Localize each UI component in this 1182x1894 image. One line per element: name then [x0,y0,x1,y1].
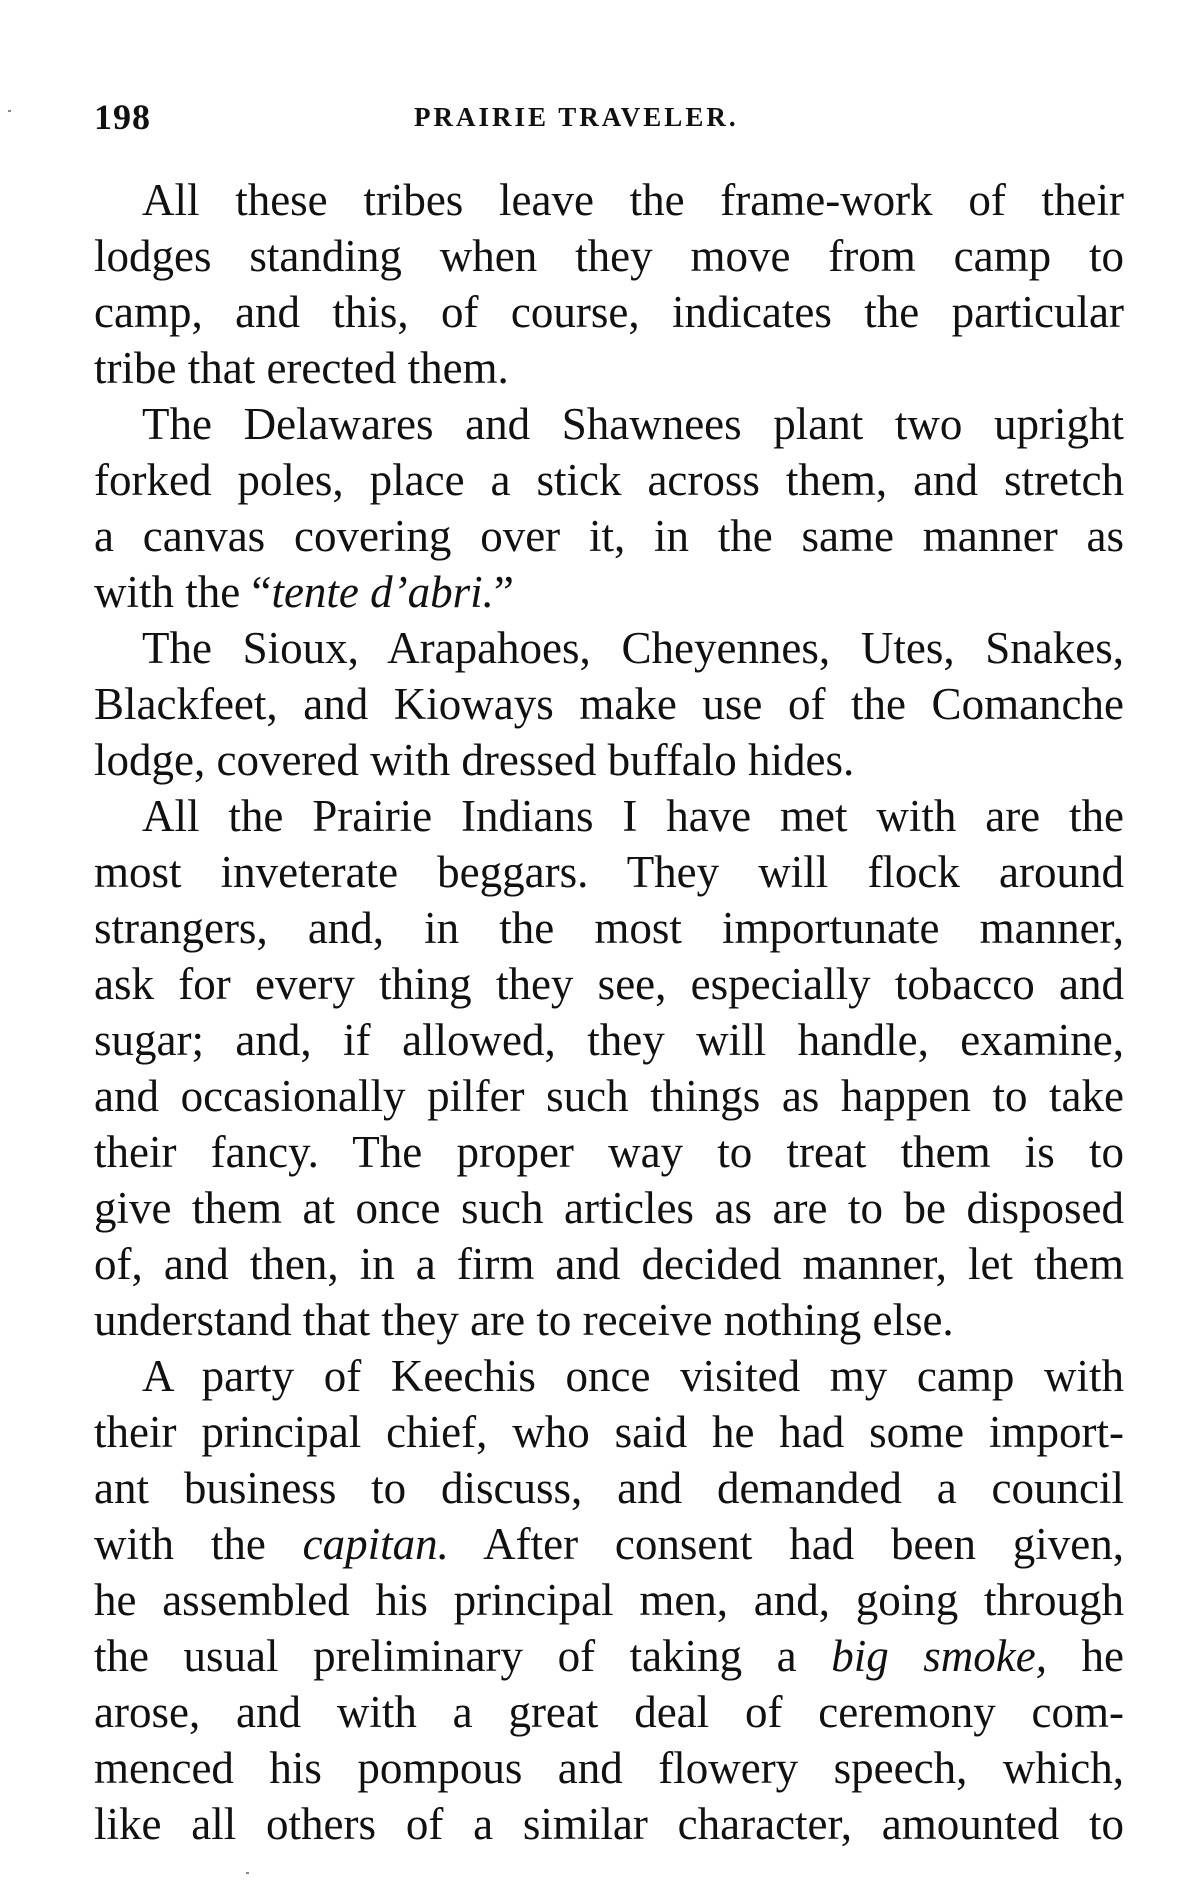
paper-speck [8,110,11,112]
paragraph-5-line: like all others of a similar character, amounted to [94,1799,1124,1849]
paragraph-2-line [94,564,1124,620]
paragraph-1-line: All these tribes leave the frame-work of their [142,175,1124,225]
paragraph-4-line: understand that they are to receive nothing else. [94,1295,954,1345]
paragraph-4-line: ask for every thing they see, especially tobacco and [94,959,1124,1009]
paragraph-1-line: lodges standing when they move from camp to [94,231,1124,281]
italic-word-capitan: capitan. [302,1519,449,1569]
paragraph-5-line: menced his pompous and flowery speech, which, [94,1743,1124,1793]
paragraph-4-line: most inveterate beggars. They will flock around [94,847,1124,897]
paragraph-1-line: camp, and this, of course, indicates the particular [94,287,1124,337]
paragraph-5-line [94,1628,1124,1684]
text-run: After consent had been given, [448,1519,1124,1569]
paragraph-4-line: of, and then, in a firm and decided manner, let them [94,1239,1124,1289]
paper-speck [246,1872,249,1874]
paragraph-3-line: lodge, covered with dressed buffalo hides. [94,735,855,785]
paragraph-4-line: All the Prairie Indians I have met with are the [142,791,1124,841]
paragraph-4-line: their fancy. The proper way to treat them is to [94,1127,1124,1177]
paragraph-4-line: and occasionally pilfer such things as happen to take [94,1071,1124,1121]
running-head [94,96,1124,136]
italic-phrase-big-smoke: big smoke, [831,1631,1047,1681]
running-title: PRAIRIE TRAVELER. [414,102,739,132]
text-run: the usual preliminary of taking a [94,1631,832,1681]
paragraph-3-line: The Sioux, Arapahoes, Cheyennes, Utes, Snakes, [142,623,1124,673]
paragraph-2-line: The Delawares and Shawnees plant two upright [142,399,1124,449]
page-number: 198 [94,97,151,137]
paragraph-4-line: sugar; and, if allowed, they will handle, examine, [94,1015,1124,1065]
italic-phrase-tente-dabri: tente d’abri. [271,567,494,617]
paragraph-4-line: strangers, and, in the most importunate manner, [94,903,1124,953]
text-run: with the “ [94,567,272,617]
text-run: with the [94,1519,303,1569]
paragraph-3-line: Blackfeet, and Kioways make use of the Comanche [94,679,1124,729]
body-text [94,172,1124,1852]
paragraph-5-line: ant business to discuss, and demanded a council [94,1463,1124,1513]
paragraph-5-line: he assembled his principal men, and, going through [94,1575,1124,1625]
paragraph-5-line: A party of Keechis once visited my camp with [142,1351,1124,1401]
paragraph-5-line: their principal chief, who said he had some import- [94,1407,1124,1457]
paragraph-1-line: tribe that erected them. [94,343,509,393]
text-run: ” [493,567,514,617]
paragraph-4-line: give them at once such articles as are to be disposed [94,1183,1124,1233]
paragraph-2-line: forked poles, place a stick across them, and stretch [94,455,1124,505]
paragraph-5-line: arose, and with a great deal of ceremony com- [94,1687,1124,1737]
paragraph-2-line: a canvas covering over it, in the same manner as [94,511,1124,561]
paragraph-5-line [94,1516,1124,1572]
text-run: he [1046,1631,1124,1681]
